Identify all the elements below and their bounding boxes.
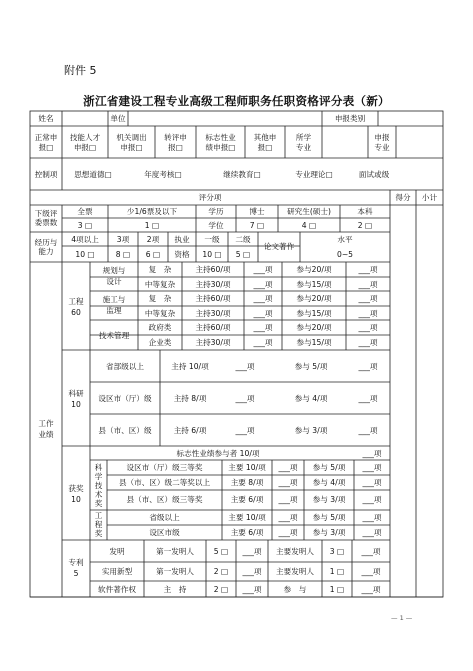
patent-cell: 软件著作权 <box>98 585 136 594</box>
award-col: 研究生(硕士) <box>287 207 331 216</box>
limit-item: 年度考核□ <box>144 170 182 179</box>
research-cell: 县（市、区）级 <box>98 426 152 435</box>
patent-cell: 2 □ <box>213 585 229 594</box>
declare-item: 机关调出 申报□ <box>116 133 147 152</box>
research-cell: 主持 6/项 <box>173 426 207 435</box>
engineering-cell: 中等复杂 <box>144 309 176 318</box>
awards-group-engineering: 工 程 奖 <box>94 511 103 538</box>
engineering-cell: 主持30/项 <box>195 309 231 318</box>
engineering-cell: 参与20/项 <box>296 265 332 274</box>
unit-label: 单位 <box>110 114 126 123</box>
research-cell: 主持 10/项 <box>171 362 209 371</box>
award-val: 3 □ <box>77 221 93 230</box>
awards-cell: ___项 <box>362 528 382 537</box>
exp-val: 8 □ <box>115 250 131 259</box>
patent-cell: 发明 <box>109 547 125 556</box>
engineering-cell: 主持60/项 <box>195 323 231 332</box>
awards-cell: 主要 6/项 <box>230 495 264 504</box>
engineering-cell: 中等复杂 <box>144 280 176 289</box>
patent-cell: 5 □ <box>213 547 229 556</box>
declare-item: 正常申 报□ <box>34 133 58 152</box>
exp-col: 3项 <box>116 235 130 244</box>
award-col: 学历 <box>208 207 224 216</box>
page-number: — 1 — <box>391 614 413 622</box>
engineering-cell: ___项 <box>253 265 273 274</box>
research-cell: ___项 <box>235 362 255 371</box>
award-label: 下级评 委票数 <box>34 209 58 227</box>
awards-top-label: 标志性业绩参与者 10/项 <box>176 449 260 458</box>
exp-col: 执业 <box>174 235 190 244</box>
engineering-cell: ___项 <box>358 338 378 347</box>
awards-cell: 主要 10/项 <box>228 463 266 472</box>
limit-item: 思想道德□ <box>74 170 112 179</box>
declare-item: 其他申 报□ <box>253 133 277 152</box>
award-val: 学位 <box>208 221 224 230</box>
research-cell: 省部级以上 <box>106 362 144 371</box>
awards-cell: 省级以上 <box>149 513 180 522</box>
score-header: 得分 <box>395 193 411 202</box>
declare-item: 所学 专业 <box>295 133 312 152</box>
patent-cell: 1 □ <box>329 567 345 576</box>
awards-cell: 主要 6/项 <box>230 528 264 537</box>
exp-val: 10 □ <box>75 250 95 259</box>
awards-cell: ___项 <box>278 478 298 487</box>
award-col: 博士 <box>249 207 265 216</box>
research-cell: 设区市（厅）级 <box>98 394 152 403</box>
name-label: 姓名 <box>38 114 54 123</box>
category-label: 申报类别 <box>334 114 366 123</box>
research-cell: 参与 3/项 <box>294 426 328 435</box>
patent-cell: ___项 <box>361 585 381 594</box>
limit-item: 面试或级 <box>358 170 390 179</box>
patent-cell: 主要发明人 <box>276 547 314 556</box>
patent-cell: ___项 <box>242 567 262 576</box>
engineering-cell: 主持30/项 <box>195 280 231 289</box>
research-cell: ___项 <box>358 394 378 403</box>
awards-label: 获奖 10 <box>68 484 84 504</box>
award-col: 本科 <box>357 207 373 216</box>
awards-cell: 参与 5/项 <box>312 463 346 472</box>
exp-col: 4项以上 <box>71 235 99 244</box>
awards-cell: ___项 <box>278 495 298 504</box>
engineering-group: 施工与 监理 <box>102 295 126 315</box>
patent-label: 专利 5 <box>68 558 84 578</box>
awards-cell: ___项 <box>362 478 382 487</box>
awards-cell: 参与 3/项 <box>312 528 346 537</box>
patent-cell: ___项 <box>361 547 381 556</box>
awards-cell: 县（市、区）级二等奖以上 <box>118 478 211 487</box>
limit-label: 控制项 <box>34 170 58 179</box>
limit-item: 继续教育□ <box>223 170 261 179</box>
award-col: 全票 <box>77 207 93 216</box>
awards-cell: ___项 <box>278 528 298 537</box>
awards-cell: 参与 4/项 <box>312 478 346 487</box>
exp-val: 5 □ <box>235 250 251 259</box>
page-title: 浙江省建设工程专业高级工程师职务任职资格评分表（新） <box>83 94 390 108</box>
exp-val: 6 □ <box>145 250 161 259</box>
patent-cell: 参 与 <box>283 585 307 594</box>
patent-cell: 主 持 <box>163 585 187 594</box>
engineering-cell: 参与20/项 <box>296 294 332 303</box>
engineering-cell: ___项 <box>358 265 378 274</box>
research-cell: ___项 <box>235 426 255 435</box>
research-cell: ___项 <box>235 394 255 403</box>
engineering-cell: ___项 <box>358 280 378 289</box>
engineering-cell: 政府类 <box>148 323 172 332</box>
awards-group-science: 科 学 技 术 奖 <box>94 463 103 508</box>
patent-cell: 第一发明人 <box>156 547 194 556</box>
patent-cell: ___项 <box>242 585 262 594</box>
engineering-cell: 复 杂 <box>148 294 172 303</box>
exp-col: 2项 <box>146 235 160 244</box>
engineering-group: 技术管理 <box>98 331 130 340</box>
research-cell: 参与 4/项 <box>294 394 328 403</box>
engineering-cell: 企业类 <box>148 338 172 347</box>
engineering-cell: 参与15/项 <box>296 338 332 347</box>
exp-col: 论文著作 <box>263 242 295 251</box>
engineering-cell: ___项 <box>358 323 378 332</box>
awards-cell: ___项 <box>362 463 382 472</box>
exp-col: 一级 <box>204 235 220 244</box>
engineering-label: 工程 60 <box>68 297 84 317</box>
awards-cell: 主要 8/项 <box>230 478 264 487</box>
declare-item: 转评申 报□ <box>164 133 187 152</box>
engineering-cell: ___项 <box>253 323 273 332</box>
engineering-cell: 参与15/项 <box>296 309 332 318</box>
exp-val: 0~5 <box>336 250 354 259</box>
awards-cell: 主要 10/项 <box>228 513 266 522</box>
declare-item: 技能人才 申报□ <box>69 133 101 152</box>
score-items-header: 评分项 <box>198 193 222 202</box>
engineering-cell: 主持30/项 <box>195 338 231 347</box>
award-val: 4 □ <box>301 221 317 230</box>
patent-cell: 1 □ <box>329 585 345 594</box>
patent-cell: ___项 <box>361 567 381 576</box>
patent-cell: 3 □ <box>329 547 345 556</box>
engineering-cell: 参与20/项 <box>296 323 332 332</box>
engineering-cell: 参与15/项 <box>296 280 332 289</box>
engineering-cell: ___项 <box>358 309 378 318</box>
awards-cell: 设区市级 <box>149 528 180 537</box>
awards-cell: 县（市、区）级三等奖 <box>126 495 203 504</box>
engineering-cell: ___项 <box>358 294 378 303</box>
patent-cell: ___项 <box>242 547 262 556</box>
patent-cell: 主要发明人 <box>276 567 314 576</box>
award-val: 2 □ <box>357 221 373 230</box>
declare-item: 标志性业 绩申报□ <box>205 133 236 152</box>
exp-val: 资格 <box>174 250 190 259</box>
research-cell: 参与 5/项 <box>294 362 328 371</box>
awards-cell: ___项 <box>362 495 382 504</box>
subtotal-header: 小计 <box>421 193 438 202</box>
awards-cell: 参与 3/项 <box>312 495 346 504</box>
research-cell: ___项 <box>358 362 378 371</box>
annex-label: 附件 5 <box>64 64 97 77</box>
patent-cell: 第一发明人 <box>156 567 194 576</box>
exp-col: 二级 <box>235 235 251 244</box>
awards-cell: ___项 <box>278 463 298 472</box>
awards-top-count: ___项 <box>362 449 382 458</box>
patent-cell: 实用新型 <box>101 567 133 576</box>
research-cell: ___项 <box>358 426 378 435</box>
exp-label: 经历与 能力 <box>34 238 58 256</box>
research-cell: 主持 8/项 <box>173 394 207 403</box>
awards-cell: 参与 5/项 <box>312 513 346 522</box>
engineering-cell: 复 杂 <box>148 265 172 274</box>
engineering-cell: 主持60/项 <box>195 294 231 303</box>
award-col: 少1/6票及以下 <box>126 207 178 216</box>
declare-item: 申报 专业 <box>374 133 390 152</box>
patent-cell: 2 □ <box>213 567 229 576</box>
work-label: 工作 业绩 <box>38 419 54 439</box>
engineering-group: 规划与 设计 <box>102 266 126 286</box>
exp-col: 水平 <box>337 235 353 244</box>
engineering-cell: ___项 <box>253 309 273 318</box>
engineering-cell: ___项 <box>253 280 273 289</box>
awards-cell: ___项 <box>362 513 382 522</box>
engineering-cell: ___项 <box>253 338 273 347</box>
awards-cell: ___项 <box>278 513 298 522</box>
awards-cell: 设区市（厅）级三等奖 <box>126 463 203 472</box>
exp-val: 10 □ <box>202 250 222 259</box>
award-val: 7 □ <box>249 221 265 230</box>
engineering-cell: ___项 <box>253 294 273 303</box>
research-label: 科研 10 <box>68 389 84 409</box>
award-val: 1 □ <box>144 221 160 230</box>
engineering-cell: 主持60/项 <box>195 265 231 274</box>
limit-item: 专业理论□ <box>295 170 333 179</box>
